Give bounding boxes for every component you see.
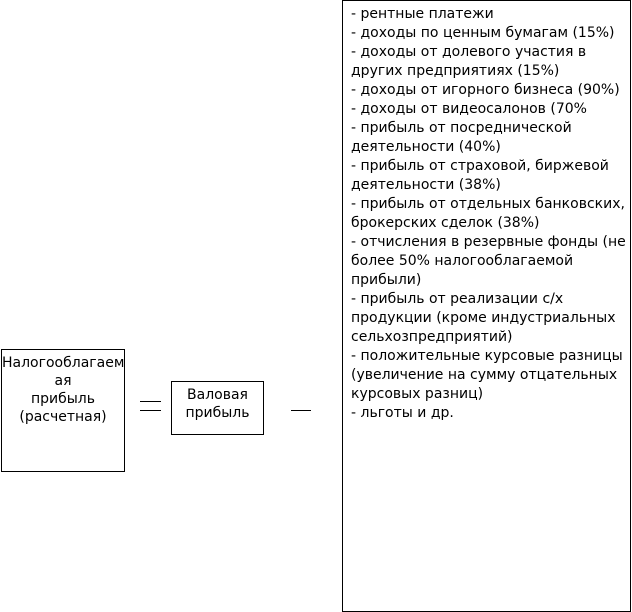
- taxable-profit-line: Налогооблагаем: [2, 355, 125, 371]
- deduction-item: - доходы от видеосалонов (70%: [351, 101, 587, 117]
- minus-sign: [291, 410, 311, 411]
- deduction-item: - доходы по ценным бумагам (15%): [351, 25, 615, 41]
- taxable-profit-line: (расчетная): [19, 409, 107, 425]
- taxable-profit-line: ая: [54, 373, 72, 389]
- deduction-item: - рентные платежи: [351, 6, 494, 22]
- deduction-item: - отчисления в резервные фонды (не более 50% налогооблагаемой прибыли): [351, 234, 626, 288]
- gross-profit-box: [171, 381, 264, 435]
- deduction-item: - прибыль от отдельных банковских, брокерских сделок (38%): [351, 196, 625, 231]
- deductions-list-box: [342, 0, 631, 612]
- gross-profit-line: прибыль: [185, 405, 250, 421]
- deduction-item: - прибыль от страховой, биржевой деятельности (38%): [351, 158, 609, 193]
- equals-sign-top-bar: [140, 401, 161, 402]
- deduction-item: - льготы и др.: [351, 405, 454, 421]
- deduction-item: - положительные курсовые разницы (увеличение на сумму отцательных курсовых разниц): [351, 348, 623, 402]
- taxable-profit-line: прибыль: [30, 391, 96, 407]
- gross-profit-line: Валовая: [187, 387, 248, 403]
- deduction-item: - прибыль от реализации с/х продукции (кроме индустриальных сельхозпредприятий): [351, 291, 616, 345]
- deduction-item: - доходы от долевого участия в других предприятиях (15%): [351, 44, 587, 79]
- deduction-item: - доходы от игорного бизнеса (90%): [351, 82, 620, 98]
- equals-sign-bottom-bar: [140, 410, 161, 411]
- taxable-profit-box: [1, 349, 125, 472]
- deduction-item: - прибыль от посреднической деятельности (40%): [351, 120, 572, 155]
